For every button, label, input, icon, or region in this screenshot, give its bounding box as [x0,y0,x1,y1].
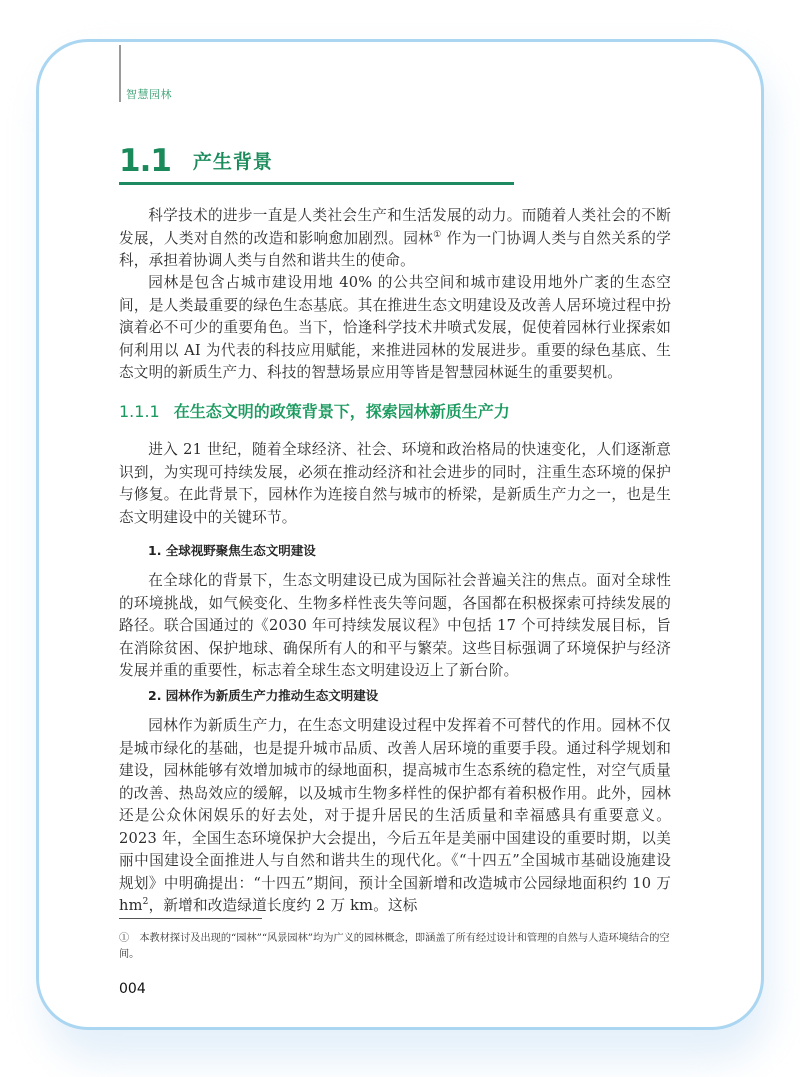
section-underline [119,182,514,185]
paragraph-text: 作为一门协调人类与自然关系的学科，承担着协调人类与自然和谐共生的使命。 [119,229,672,269]
header-divider [119,45,121,102]
footnote: ① 本教材探讨及出现的“园林”“风景园林”均为广义的园林概念，即涵盖了所有经过设计和管理的自然与人造环境结合的空间。 [119,933,670,960]
footnote-divider [119,918,262,919]
item-heading-1: 1. 全球视野聚焦生态文明建设 [148,543,316,558]
section-heading [119,143,273,179]
subsection-heading [119,399,510,422]
paragraph-text: 园林作为新质生产力，在生态文明建设过程中发挥着不可替代的作用。园林不仅是城市绿化的基础，也是提升城市品质、改善人居环境的重要手段。通过科学规划和建设，园林能够有效增加城市的绿地面积，提高城市生态系统的稳定性，对空气质量的改善、热岛效应的缓解，以及城市生物多样性的保护都有着积极作用。此外，园林还是公众休闲娱乐的好去处，对于提升居民的生活质量和幸福感具有重要意义。2023 年，全国生态环境保护大会提出，今后五年是美丽中国建设的重要时期，以美丽中国建设全面推进人与自然和谐共生的现代化。《“十四五”全国城市基础设施建设规划》中明确提出：“十四五”期间，预计全国新增和改造城市公园绿地面积约 10 万 hm [119,717,671,914]
paragraph-item-2 [119,715,671,918]
item-heading-2: 2. 园林作为新质生产力推动生态文明建设 [148,688,379,703]
paragraph-text: ，新增和改造绿道长度约 2 万 km。这标 [148,897,418,914]
subsection-title: 在生态文明的政策背景下，探索园林新质生产力 [173,402,510,421]
superscript: 2 [142,897,149,908]
section-number: 1.1 [119,143,171,179]
paragraph-text: 科学技术的进步一直是人类社会生产和生活发展的动力。而随着人类社会的不断发展，人类对自然的改造和影响愈加剧烈。园林 [119,207,671,247]
page-number: 004 [119,981,146,997]
paragraph-intro [119,205,671,273]
running-header: 智慧园林 [126,88,172,101]
subsection-number: 1.1.1 [119,402,160,421]
paragraph-garden-role: 园林是包含占城市建设用地 40% 的公共空间和城市建设用地外广袤的生态空间，是人类最重要的绿色生态基底。其在推进生态文明建设及改善人居环境过程中扮演着必不可少的重要角色。当下，恰逢科学技术井喷式发展，促使着园林行业探索如何利用以 AI 为代表的科技应用赋能，来推进园林的发展进步。重要的绿色基底、生态文明的新质生产力、科技的智慧场景应用等皆是智慧园林诞生的重要契机。 [119,274,671,381]
paragraph-subsection-intro: 进入 21 世纪，随着全球经济、社会、环境和政治格局的快速变化，人们逐渐意识到，为实现可持续发展，必须在推动经济和社会进步的同时，注重生态环境的保护与修复。在此背景下，园林作为连接自然与城市的桥梁，是新质生产力之一，也是生态文明建设中的关键环节。 [119,441,671,526]
section-title: 产生背景 [192,151,273,173]
footnote-ref[interactable]: ① [433,229,442,240]
paragraph-item-1: 在全球化的背景下，生态文明建设已成为国际社会普遍关注的焦点。面对全球性的环境挑战，如气候变化、生物多样性丧失等问题，各国都在积极探索可持续发展的路径。联合国通过的《2030 年可持续发展议程》中包括 17 个可持续发展目标，旨在消除贫困、保护地球、确保所有人的和平与繁荣。这些目标强调了环境保护与经济发展并重的重要性，标志着全球生态文明建设迈上了新台阶。 [119,572,671,679]
